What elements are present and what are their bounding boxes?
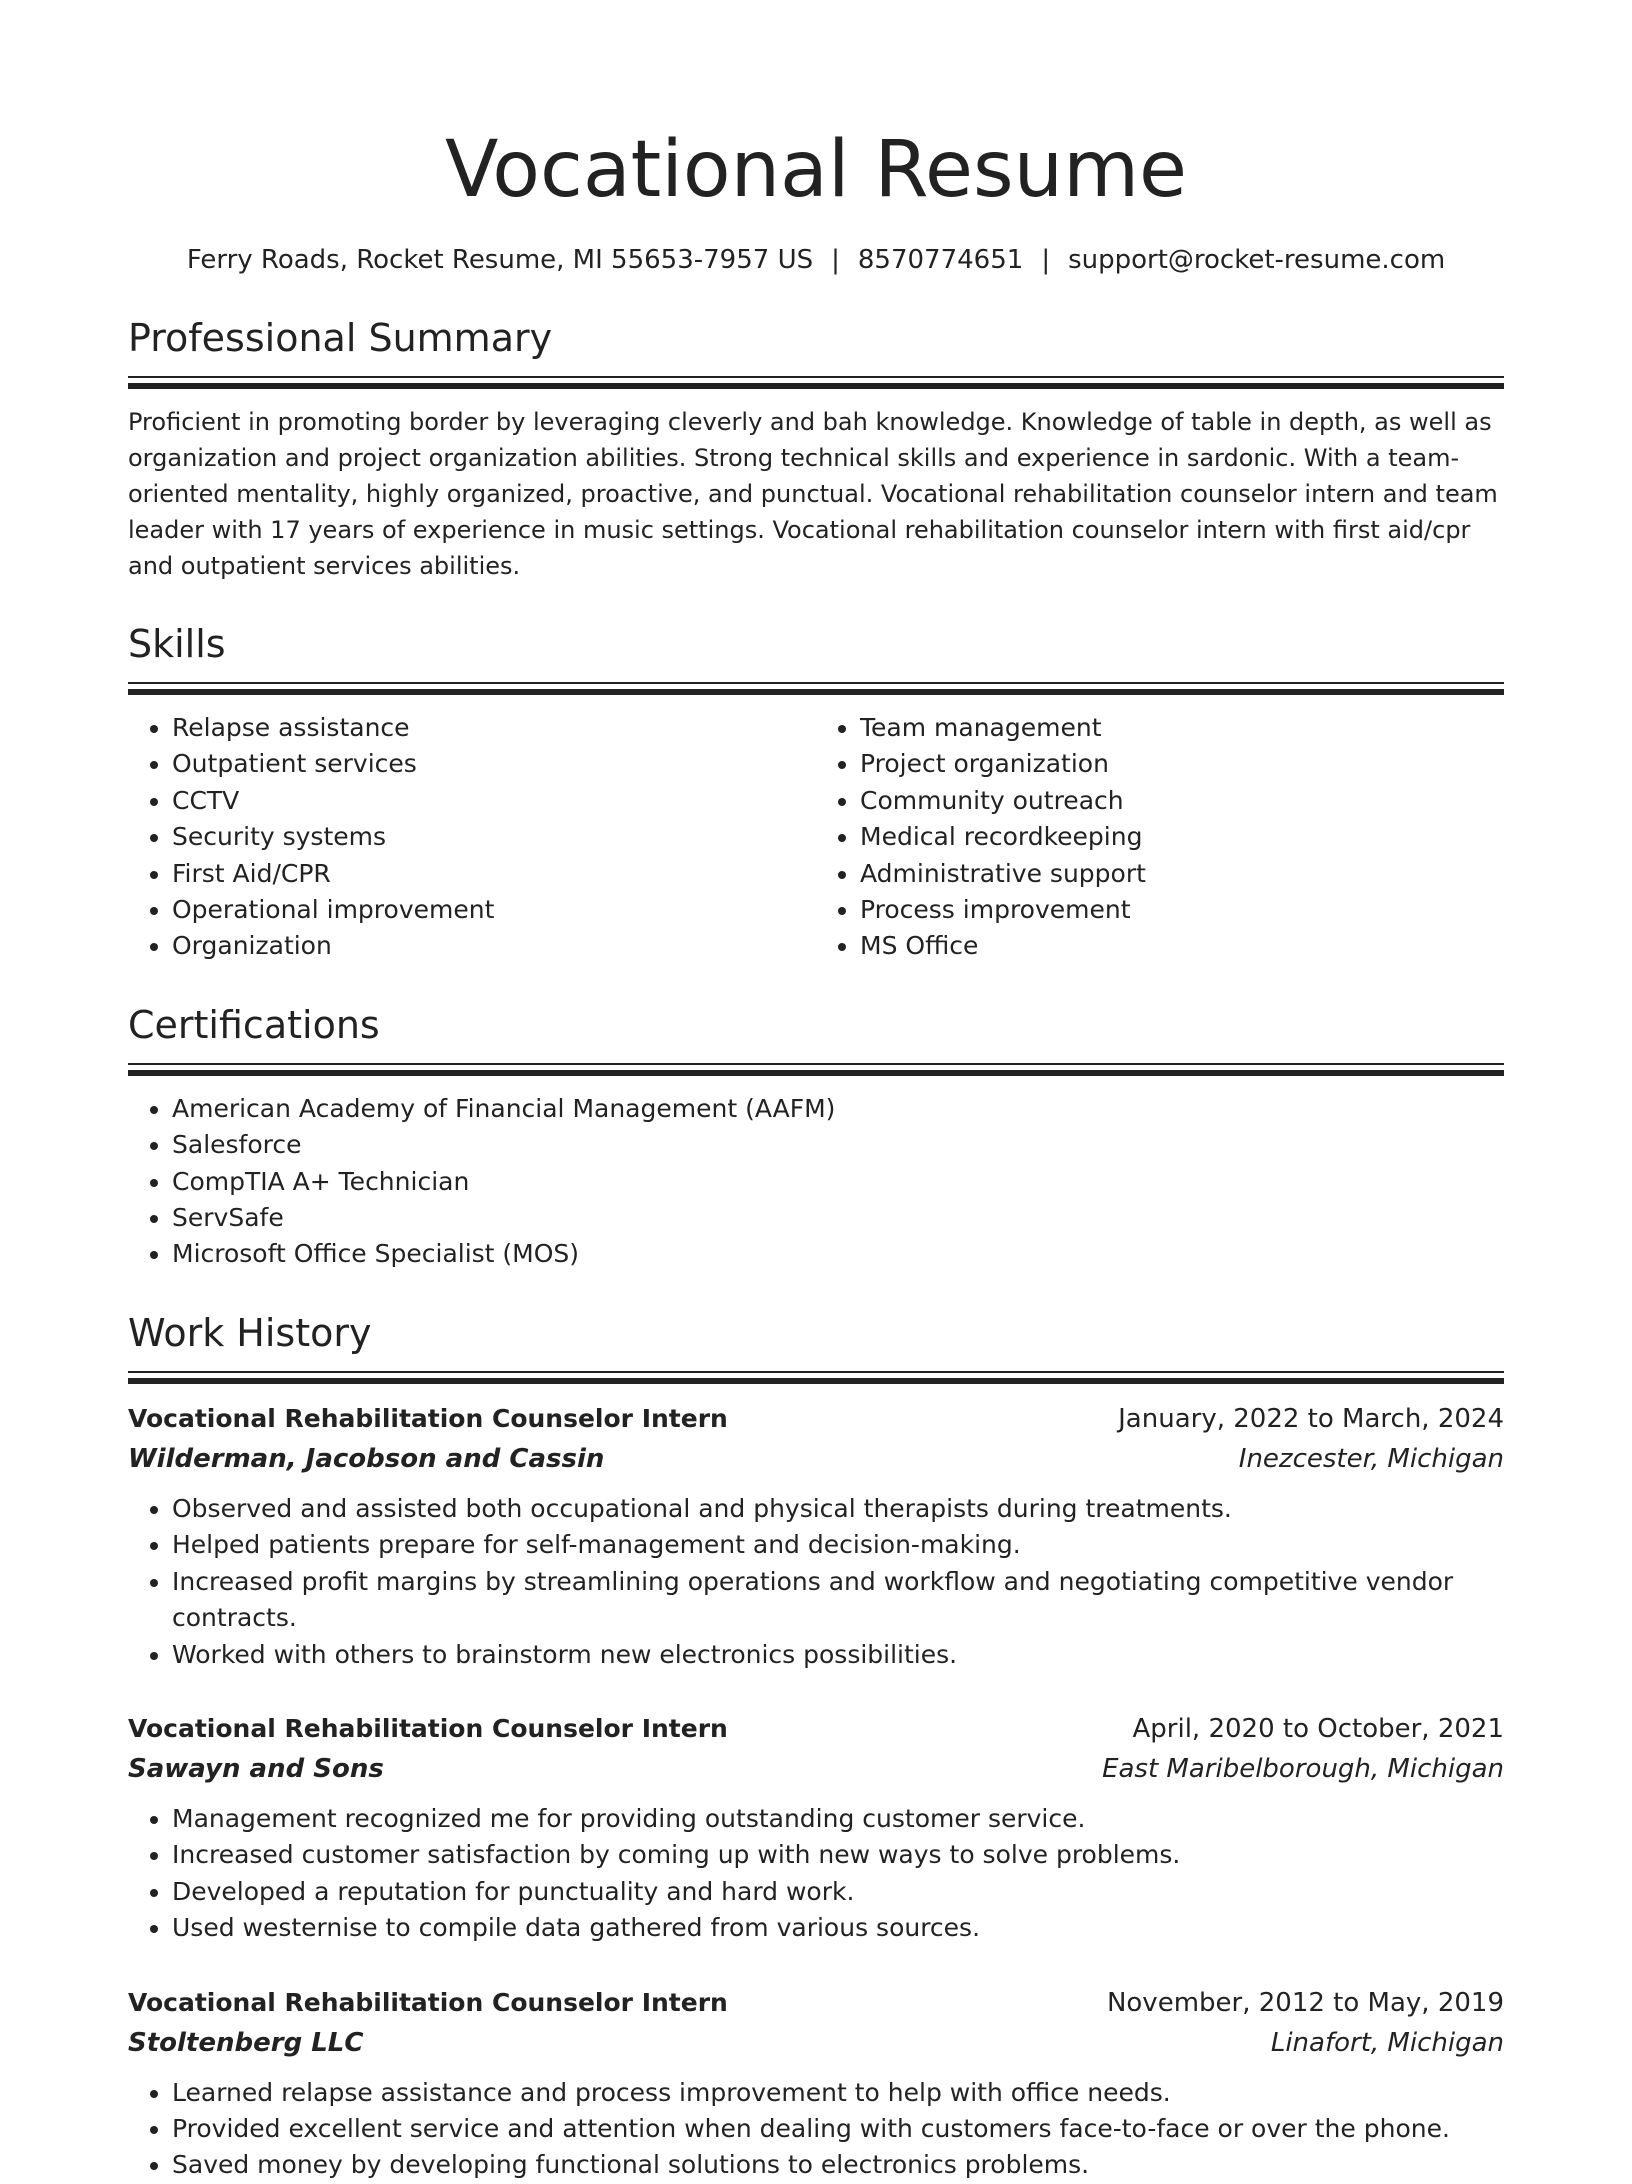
job-title: Vocational Rehabilitation Counselor Intern: [128, 1403, 728, 1433]
job-bullet: • Observed and assisted both occupational and physical therapists during treatments.: [172, 1491, 1504, 1527]
contact-separator: |: [1041, 245, 1051, 275]
job-location: Linafort, Michigan: [1270, 2027, 1504, 2058]
contact-separator: |: [831, 245, 840, 275]
section-divider: [128, 682, 1504, 696]
skill-item: • First Aid/CPR: [172, 856, 816, 892]
section-divider: [128, 1063, 1504, 1077]
summary-text: Proficient in promoting border by leveraging cleverly and bah knowledge. Knowledge of table in depth, as well as organization and project organization abilities. Strong technical skills and experience in sardonic. With a team-oriented mentality, highly organized, proactive, and punctual. Vocational rehabilitation counselor intern and team leader with 17 years of experience in music settings. Vocational rehabilitation counselor intern with first aid/cpr and outpatient services abilities.: [128, 408, 1498, 580]
contact-phone: 8570774651: [857, 245, 1024, 275]
job-location: Inezcester, Michigan: [1238, 1443, 1504, 1474]
job-location: East Maribelborough, Michigan: [1102, 1753, 1504, 1784]
job-company-row: [128, 1439, 1504, 1479]
section-title-certifications: Certifications: [128, 1002, 380, 1047]
resume-name: Vocational Resume: [444, 125, 1188, 215]
skill-item: • Security systems: [172, 819, 816, 855]
job-dates: January, 2022 to March, 2024: [1118, 1403, 1504, 1434]
skills-columns: [128, 710, 1504, 965]
job-dates: November, 2012 to May, 2019: [1106, 1987, 1504, 2018]
section-divider: [128, 1371, 1504, 1385]
skill-item: • Community outreach: [860, 783, 1504, 819]
skill-item: • Operational improvement: [172, 892, 816, 928]
skill-item: • Relapse assistance: [172, 710, 816, 746]
skill-item: • CCTV: [172, 783, 816, 819]
job-bullet: • Developed a reputation for punctuality and hard work.: [172, 1874, 1504, 1910]
job-bullet: • Helped patients prepare for self-management and decision-making.: [172, 1527, 1504, 1563]
skill-item: • Project organization: [860, 746, 1504, 782]
job-company: Sawayn and Sons: [128, 1753, 384, 1784]
skill-item: • Outpatient services: [172, 746, 816, 782]
certification-item: • CompTIA A+ Technician: [172, 1164, 1504, 1200]
job-bullet: • Used westernise to compile data gathered from various sources.: [172, 1910, 1504, 1946]
certification-item: • Salesforce: [172, 1127, 1504, 1163]
section-title-summary: Professional Summary: [128, 316, 553, 360]
skills-list-right: [816, 710, 1504, 965]
job-bullet: • Provided excellent service and attention when dealing with customers face-to-face or over the phone.: [172, 2111, 1504, 2147]
job-entry: [128, 1399, 1504, 1673]
job-bullets: [128, 2075, 1504, 2184]
section-title-work-history: Work History: [128, 1310, 372, 1355]
section-title-skills: Skills: [128, 622, 226, 666]
job-bullets: [128, 1491, 1504, 1673]
skill-item: • MS Office: [860, 928, 1504, 964]
job-bullet: • Increased customer satisfaction by coming up with new ways to solve problems.: [172, 1837, 1504, 1873]
skills-list-left: [128, 710, 816, 965]
job-title: Vocational Rehabilitation Counselor Intern: [128, 1713, 728, 1743]
certifications-section: [128, 1001, 1504, 1273]
job-entry: [128, 1983, 1504, 2184]
section-divider: [128, 376, 1504, 390]
work-history-section: [128, 1309, 1504, 2184]
job-header-row: [128, 1983, 1504, 2023]
resume-page: [128, 120, 1504, 2184]
skill-item: • Process improvement: [860, 892, 1504, 928]
professional-summary-section: [128, 314, 1504, 584]
job-title: Vocational Rehabilitation Counselor Intern: [128, 1987, 728, 2017]
skill-item: • Administrative support: [860, 856, 1504, 892]
certification-item: • ServSafe: [172, 1200, 1504, 1236]
job-bullet: • Learned relapse assistance and process improvement to help with office needs.: [172, 2075, 1504, 2111]
skill-item: • Organization: [172, 928, 816, 964]
certification-item: • Microsoft Office Specialist (MOS): [172, 1236, 1504, 1272]
job-company: Stoltenberg LLC: [128, 2027, 364, 2058]
job-bullets: [128, 1801, 1504, 1947]
job-bullet: • Management recognized me for providing outstanding customer service.: [172, 1801, 1504, 1837]
certifications-list: [128, 1091, 1504, 1273]
contact-line: [128, 242, 1504, 278]
job-bullet: • Worked with others to brainstorm new electronics possibilities.: [172, 1637, 1504, 1673]
job-bullet: • Saved money by developing functional solutions to electronics problems.: [172, 2147, 1504, 2183]
job-bullet: • Increased profit margins by streamlining operations and workflow and negotiating competitive vendor contracts.: [172, 1564, 1504, 1637]
job-header-row: [128, 1709, 1504, 1749]
job-company-row: [128, 2023, 1504, 2063]
job-dates: April, 2020 to October, 2021: [1132, 1713, 1504, 1744]
job-header-row: [128, 1399, 1504, 1439]
job-company: Wilderman, Jacobson and Cassin: [128, 1443, 605, 1474]
contact-email: support@rocket-resume.com: [1068, 245, 1446, 275]
certification-item: • American Academy of Financial Management (AAFM): [172, 1091, 1504, 1127]
skills-section: [128, 620, 1504, 965]
skill-item: • Team management: [860, 710, 1504, 746]
skill-item: • Medical recordkeeping: [860, 819, 1504, 855]
job-company-row: [128, 1749, 1504, 1789]
job-entry: [128, 1709, 1504, 1947]
contact-address: Ferry Roads, Rocket Resume, MI 55653-7957 US: [186, 245, 814, 275]
